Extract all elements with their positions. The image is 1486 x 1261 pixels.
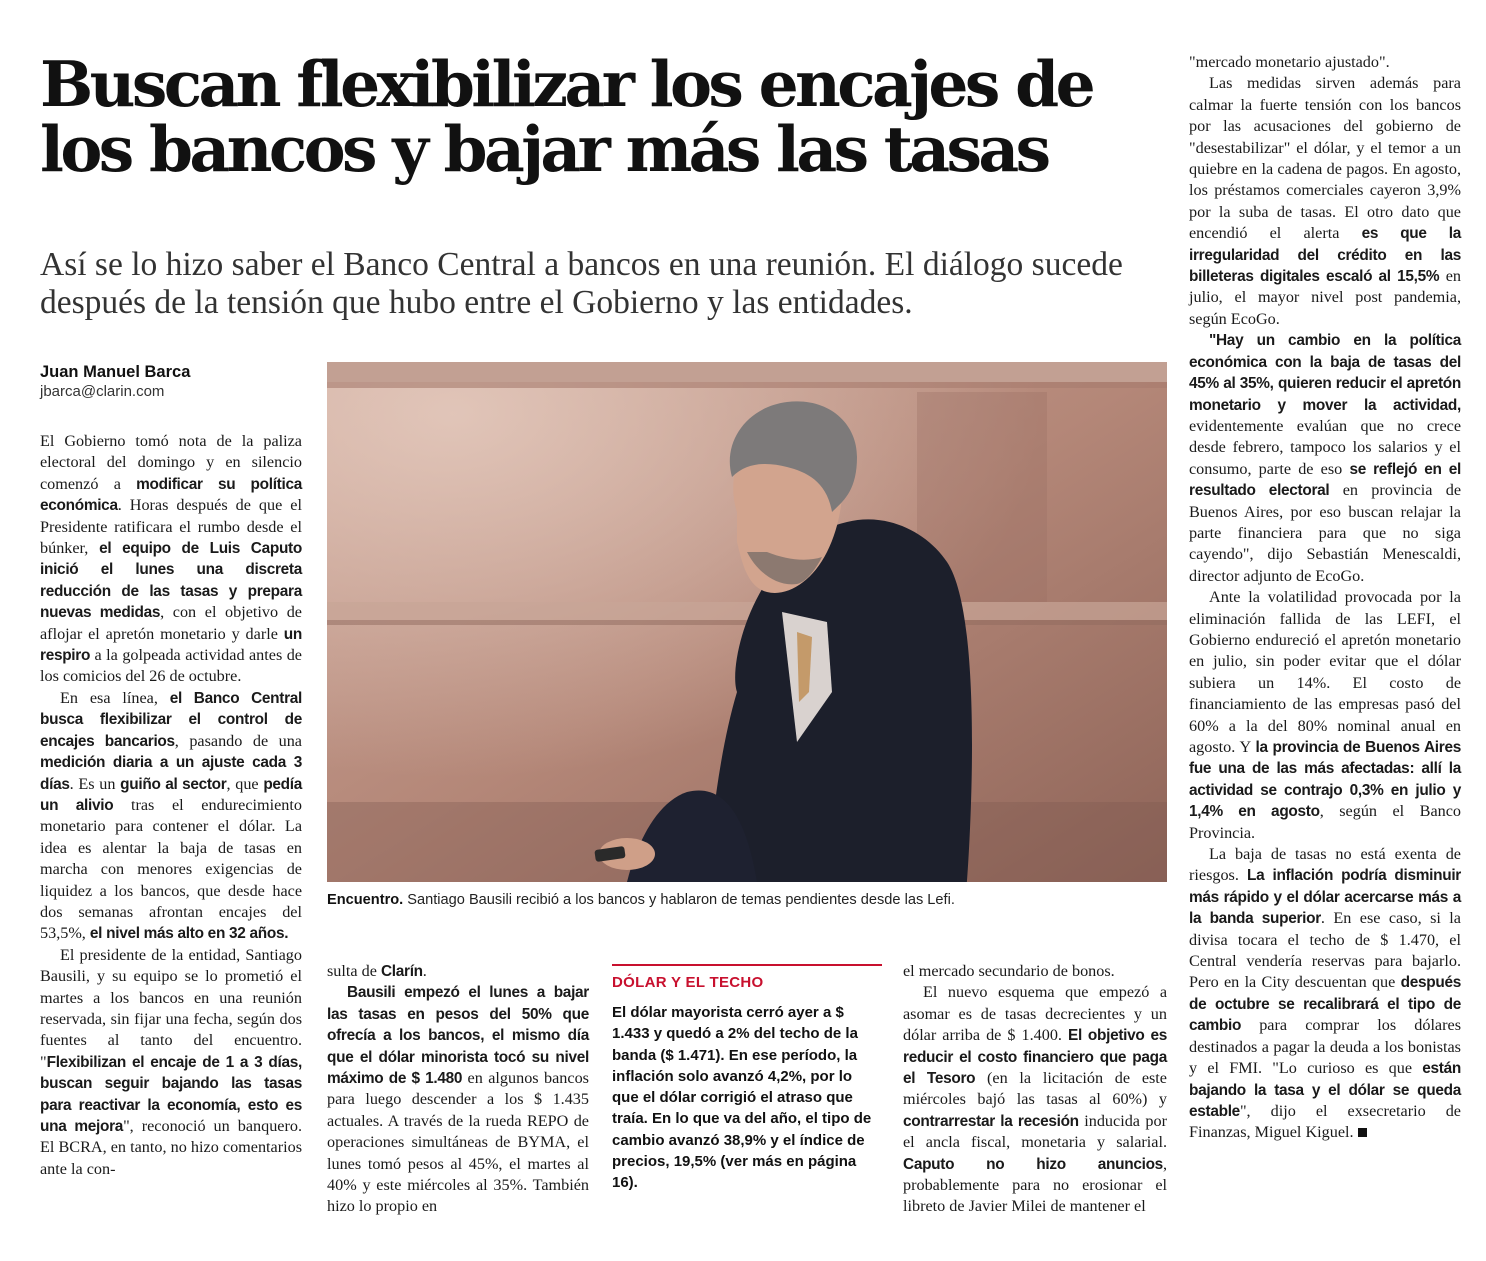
col1-paragraph-1: El Gobierno tomó nota de la paliza electoral del domingo y en silencio comenzó a modificar su política económica. Horas después de que el Presidente ratificara el rumbo desde el búnker, el equipo de Luis Caputo inició el lunes una discreta reducción de las tasas y prepara nuevas medidas, con el objetivo de aflojar el apretón monetario y darle un respiro a la golpeada actividad antes de los comicios del 26 de octubre.	[40, 432, 302, 686]
article-photo	[327, 362, 1167, 882]
col3-paragraph-1: el mercado secundario de bonos.	[903, 962, 1115, 980]
photo-caption	[327, 891, 1167, 909]
col4-paragraph-2: Las medidas sirven además para calmar la fuerte tensión con los bancos por las acusaciones del gobierno de "desestabilizar" el dólar, y el temor a un quiebre en la cadena de pagos. En agosto, los préstamos comerciales cayeron 3,9% por la suba de tasas. El otro dato que encendió el alerta es que la irregularidad del crédito en las billeteras digitales escaló al 15,5% en julio, el mayor nivel post pandemia, según EcoGo.	[1189, 74, 1461, 328]
col4-paragraph-5: La baja de tasas no está exenta de riesgos. La inflación podría disminuir más rápido y el dólar acercarse más a la banda superior. En ese caso, si la divisa tocara el techo de $ 1.470, el Central vendería reservas para bajarlo. Pero en la City descuentan que después de octubre se recalibrará el tipo de cambio para comprar los dólares destinados a pagar la deuda a los bonistas y el FMI. "Lo curioso es que están bajando la tasa y el dólar se queda estable", dijo el exsecretario de Finanzas, Miguel Kiguel.	[1189, 845, 1461, 1142]
photo-illustration	[327, 362, 1167, 882]
col2-paragraph-1: sulta de Clarín.	[327, 962, 427, 980]
author-name: Juan Manuel Barca	[40, 363, 191, 381]
column-1	[40, 431, 302, 1180]
end-of-article-square-icon	[1358, 1128, 1367, 1137]
box-title: DÓLAR Y EL TECHO	[612, 974, 764, 991]
sidebar-box	[612, 964, 882, 1194]
col4-paragraph-3: "Hay un cambio en la política económica con la baja de tasas del 45% al 35%, quieren reducir el apretón monetario y mover la actividad, evidentemente evalúan que no crece desde febrero, tampoco los salarios y el consumo, parte de eso se reflejó en el resultado electoral en provincia de Buenos Aires, por eso buscan relajar la parte financiera para que no siga cayendo", dijo Sebastián Menescaldi, director adjunto de EcoGo.	[1189, 332, 1462, 585]
column-3	[903, 961, 1167, 1218]
headline: Buscan flexibilizar los encajes de los bancos y bajar más las tasas	[40, 47, 1093, 186]
column-4	[1189, 52, 1461, 1144]
col4-paragraph-1: "mercado monetario ajustado".	[1189, 53, 1390, 71]
caption-text: Santiago Bausili recibió a los bancos y hablaron de temas pendientes desde las Lefi.	[403, 892, 955, 908]
deck-subtitle: Así se lo hizo saber el Banco Central a bancos en una reunión. El diálogo sucede después de la tensión que hubo entre el Gobierno y las entidades.	[40, 246, 1123, 321]
col1-paragraph-2: En esa línea, el Banco Central busca flexibilizar el control de encajes bancarios, pasando de una medición diaria a un ajuste cada 3 días. Es un guiño al sector, que pedía un alivio tras el endurecimiento monetario para contener el dólar. La idea es alentar la baja de tasas en marcha con menores exigencias de liquidez a los bancos, que desde hace dos semanas afrontan encajes del 53,5%, el nivel más alto en 32 años.	[40, 688, 303, 943]
author-email[interactable]: jbarca@clarin.com	[40, 383, 165, 400]
box-top-rule	[612, 964, 882, 966]
col3-paragraph-2: El nuevo esquema que empezó a asomar es de tasas decrecientes y un dólar arriba de $ 1.400. El objetivo es reducir el costo financiero que paga el Tesoro (en la licitación de este miércoles bajó las tasas al 60%) y contrarrestar la recesión inducida por el ancla fiscal, monetaria y salarial. Caputo no hizo anuncios, probablemente para no erosionar el libreto de Javier Milei de mantener el	[903, 983, 1168, 1216]
col4-paragraph-4: Ante la volatilidad provocada por la eliminación fallida de las LEFI, el Gobierno endureció el apretón monetario en julio, sin poder evitar que el dólar subiera un 14%. El costo de financiamiento de las empresas pasó del 60% a la del 80% nominal anual en agosto. Y la provincia de Buenos Aires fue una de las más afectadas: allí la actividad se contrajo 0,3% en julio y 1,4% en agosto, según el Banco Provincia.	[1189, 588, 1462, 842]
byline	[40, 362, 300, 402]
col2-paragraph-2: Bausili empezó el lunes a bajar las tasas en pesos del 50% que ofrecía a los bancos, el mismo día que el dólar minorista tocó su nivel máximo de $ 1.480 en algunos bancos para luego descender a los $ 1.435 actuales. A través de la rueda REPO de operaciones simultáneas de BYMA, el lunes tomó pesos al 45%, el martes al 40% y este miércoles al 35%. También hizo lo propio en	[327, 984, 589, 1216]
box-text: El dólar mayorista cerró ayer a $ 1.433 y quedó a 2% del techo de la banda ($ 1.471). En ese período, la inflación solo avanzó 4,2%, por lo que el dólar corrigió el atraso que traía. En lo que va del año, el tipo de cambio avanzó 38,9% y el índice de precios, 19,5% (ver más en página 16).	[612, 1004, 872, 1192]
caption-label: Encuentro.	[327, 892, 404, 908]
col1-paragraph-3: El presidente de la entidad, Santiago Bausili, y su equipo se lo prometió el martes a los bancos en una reunión reservada, sin fijar una fecha, según dos fuentes al tanto del encuentro. "Flexibilizan el encaje de 1 a 3 días, buscan seguir bajando las tasas para reactivar la economía, esto es una mejora", reconoció un banquero. El BCRA, en tanto, no hizo comentarios ante la con-	[40, 945, 302, 1178]
column-2	[327, 961, 589, 1218]
